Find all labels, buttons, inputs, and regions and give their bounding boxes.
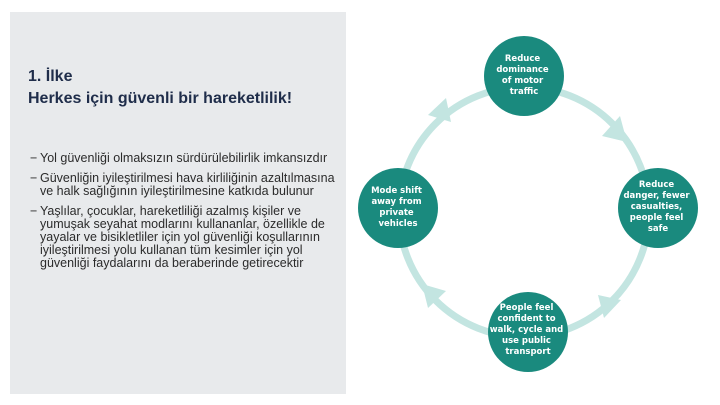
svg-text:Reduce dominance o: Reduce dominance of motor traffic [496,54,549,97]
node-reduce-traffic [484,36,564,116]
bullet-text: Güvenliğin iyileştirilmesi hava kirliliğinin azaltılmasına ve halk sağlığının iyileştirilmesine katkıda bulunur [40,171,335,198]
bullet-dash: − [30,171,38,185]
bullet-item [32,152,348,165]
svg-text:Mode shift away from: Mode shift away from private vehicles [371,186,422,229]
bullet-text: Yol güvenliği olmaksızın sürdürülebilirlik imkansızdır [40,151,328,165]
bullet-text: Yaşlılar, çocuklar, hareketliliği azalmış kişiler ve yumuşak seyahat modlarını kullananlar, özellikle de yayalar ve bisikletliler için yol güvenliği koşullarının iyileştirilmesi yolu kullanan tüm kesimler için yol güvenliği faydalarını da beraberinde getirecektir [40,204,325,270]
svg-text:People feel confident to: People feel confident to walk, cycle and use public transport [489,303,564,357]
node-mode-shift [358,168,438,248]
slide-title [28,66,338,110]
bullet-item [32,172,348,198]
title-line-1: 1. İlke [28,68,73,85]
bullet-item [32,205,348,270]
title-line-2: Herkes için güvenli bir hareketlilik! [28,90,293,107]
bullet-list [32,152,348,277]
node-reduce-danger [618,168,698,248]
bullet-dash: − [30,151,38,165]
node-people-confident [488,292,568,372]
bullet-dash: − [30,204,38,218]
cycle-diagram [346,12,708,394]
svg-text:Reduce danger, fewer: Reduce danger, fewer casualties, people feel safe [623,180,690,234]
arrow-top-left-icon [428,98,451,122]
